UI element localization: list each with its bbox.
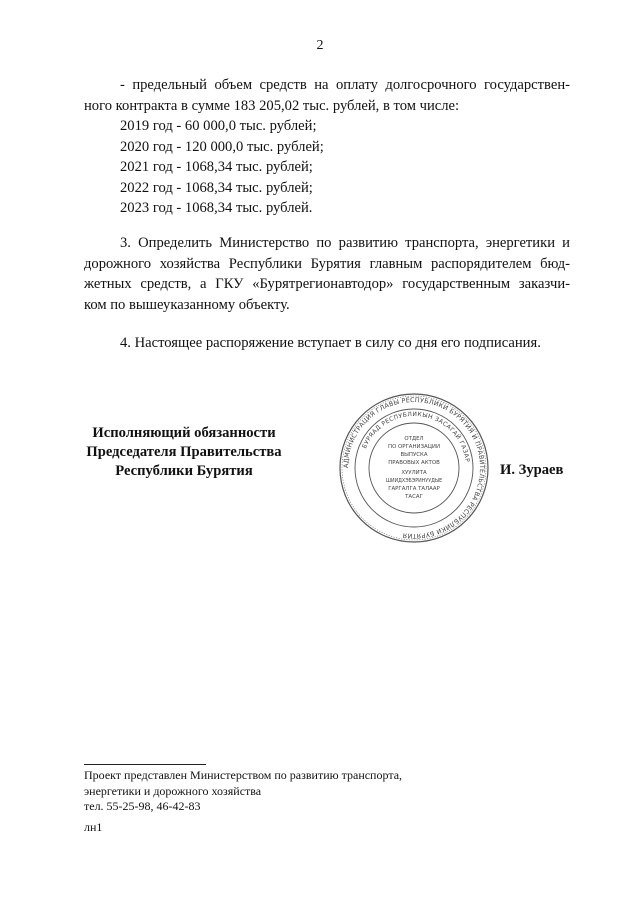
budget-paragraph <box>84 75 570 219</box>
seal-center-line: ОТДЕЛ <box>404 436 424 442</box>
item-3-line-4: ком по вышеуказанному объекту. <box>84 296 290 313</box>
year-line-2020: 2020 год - 120 000,0 тыс. рублей; <box>120 138 324 155</box>
year-line-2022: 2022 год - 1068,34 тыс. рублей; <box>120 179 313 196</box>
signatory-name: И. Зураев <box>500 462 564 478</box>
footnote-divider <box>84 764 206 765</box>
seal-center-line: ГАРГАЛГА ТАЛААР <box>388 486 440 492</box>
item-4-text: 4. Настоящее распоряжение вступает в силу со дня его подписания. <box>120 335 541 351</box>
seal-outer-text: АДМИНИСТРАЦИЯ ГЛАВЫ РЕСПУБЛИКИ БУРЯТИЯ И ПРАВИТЕЛЬСТВА РЕСПУБЛИКИ БУРЯТИЯ <box>341 395 487 541</box>
position-line-1: Исполняющий обязанности <box>92 425 276 441</box>
item-3-paragraph <box>84 233 570 315</box>
seal-center-line: ТАСАГ <box>405 494 423 500</box>
item-3-line-3: жетных средств, а ГКУ «Бурятрегионавтодор» государственным заказчи- <box>84 276 570 292</box>
footnote-line-3: тел. 55-25-98, 46-42-83 <box>84 799 201 813</box>
footnote-line-2: энергетики и дорожного хозяйства <box>84 783 262 798</box>
item-3-line-2: дорожного хозяйства Республики Бурятия главным распорядителем бюд- <box>84 255 570 272</box>
year-line-2023: 2023 год - 1068,34 тыс. рублей. <box>120 200 313 216</box>
official-seal-stamp <box>338 392 490 544</box>
seal-center-line: ХУУЛИТА <box>401 470 427 476</box>
seal-center-line: ВЫПУСКА <box>400 452 428 458</box>
position-line-3: Республики Бурятия <box>115 463 253 479</box>
footnote <box>84 768 504 815</box>
seal-center-line: ПРАВОВЫХ АКТОВ <box>388 460 440 466</box>
footnote-line-1: Проект представлен Министерством по развитию транспорта, <box>84 768 403 782</box>
position-line-2: Председателя Правительства <box>86 444 282 460</box>
year-line-2021: 2021 год - 1068,34 тыс. рублей; <box>120 159 313 175</box>
budget-line-1: - предельный объем средств на оплату долгосрочного государствен- <box>120 77 570 93</box>
document-code: лн1 <box>84 820 103 834</box>
item-4-paragraph <box>84 333 570 354</box>
signatory-position <box>84 424 284 481</box>
year-line-2019: 2019 год - 60 000,0 тыс. рублей; <box>120 118 317 134</box>
budget-line-2: ного контракта в сумме 183 205,02 тыс. рублей, в том числе: <box>84 97 460 114</box>
seal-center-line: ШИИДХЭБЭРИНУУДЫЕ <box>385 479 443 484</box>
page-number: 2 <box>316 38 324 53</box>
seal-center-line: ПО ОРГАНИЗАЦИИ <box>388 444 440 450</box>
item-3-line-1: 3. Определить Министерство по развитию транспорта, энергетики и <box>120 235 570 251</box>
seal-middle-ring <box>355 409 473 527</box>
seal-inner-ring-text: БУРЯАД РЕСПУБЛИКЫН ЗАСАГАЙ ГАЗАР <box>361 410 471 463</box>
